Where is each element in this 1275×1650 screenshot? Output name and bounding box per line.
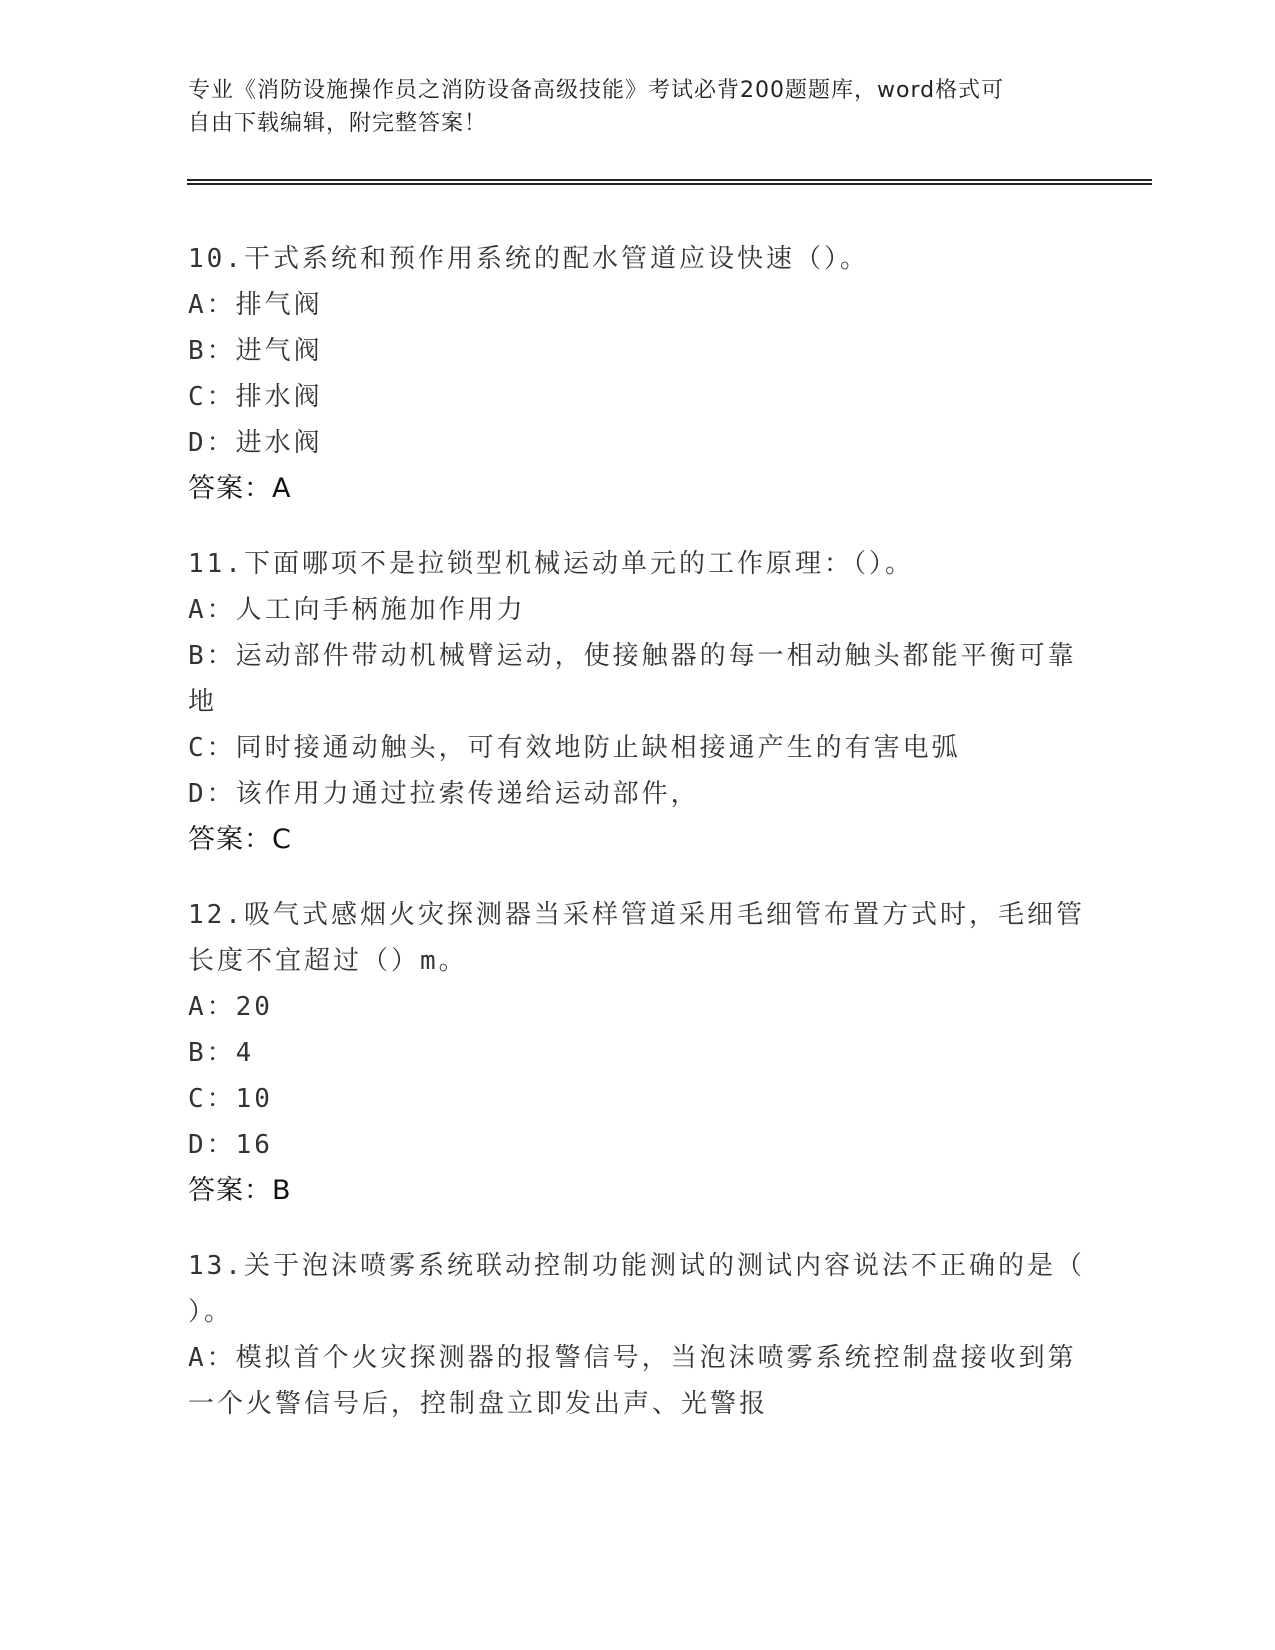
option-c: C：10 bbox=[188, 1084, 273, 1114]
option-d: D：该作用力通过拉索传递给运动部件， bbox=[188, 779, 700, 809]
option-b: B：4 bbox=[188, 1038, 255, 1068]
document-header bbox=[188, 74, 1088, 140]
header-divider-bottom bbox=[187, 183, 1152, 185]
question-10 bbox=[188, 236, 1088, 512]
option-a-continued: 一个火警信号后，控制盘立即发出声、光警报 bbox=[188, 1389, 769, 1419]
option-b: B：进气阀 bbox=[188, 336, 323, 366]
answer-label: 答案：B bbox=[188, 1175, 292, 1206]
answer-label: 答案：C bbox=[188, 824, 292, 855]
question-11 bbox=[188, 541, 1088, 863]
question-13 bbox=[188, 1243, 1088, 1427]
question-list bbox=[188, 236, 1088, 1456]
option-a: A：模拟首个火灾探测器的报警信号，当泡沫喷雾系统控制盘接收到第 bbox=[188, 1343, 1077, 1373]
header-line-2: 自由下载编辑，附完整答案！ bbox=[188, 111, 488, 136]
question-stem-continued: ）。 bbox=[188, 1297, 234, 1327]
question-stem-continued: 长度不宜超过（）m。 bbox=[188, 946, 468, 976]
option-c: C：同时接通动触头，可有效地防止缺相接通产生的有害电弧 bbox=[188, 733, 961, 763]
answer-label: 答案：A bbox=[188, 473, 292, 504]
question-stem: 12.吸气式感烟火灾探测器当采样管道采用毛细管布置方式时，毛细管 bbox=[188, 900, 1085, 930]
question-stem: 10.干式系统和预作用系统的配水管道应设快速（）。 bbox=[188, 244, 869, 274]
option-a: A：排气阀 bbox=[188, 290, 323, 320]
question-12 bbox=[188, 892, 1088, 1214]
header-line-1: 专业《消防设施操作员之消防设备高级技能》考试必背200题题库，word格式可 bbox=[188, 78, 1005, 103]
option-d: D：进水阀 bbox=[188, 428, 323, 458]
option-b: B：运动部件带动机械臂运动，使接触器的每一相动触头都能平衡可靠 bbox=[188, 641, 1077, 671]
option-a: A：20 bbox=[188, 992, 273, 1022]
question-stem: 11.下面哪项不是拉锁型机械运动单元的工作原理：（）。 bbox=[188, 549, 914, 579]
option-d: D：16 bbox=[188, 1130, 273, 1160]
option-b-continued: 地 bbox=[188, 687, 218, 717]
header-divider-top bbox=[187, 179, 1152, 181]
option-a: A：人工向手柄施加作用力 bbox=[188, 595, 526, 625]
option-c: C：排水阀 bbox=[188, 382, 323, 412]
question-stem: 13.关于泡沫喷雾系统联动控制功能测试的测试内容说法不正确的是（ bbox=[188, 1251, 1085, 1281]
